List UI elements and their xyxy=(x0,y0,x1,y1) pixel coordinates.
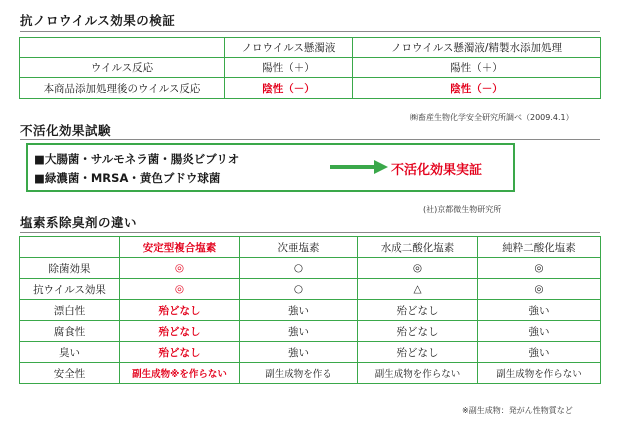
header-aqueous-dioxide: 水成二酸化塩素 xyxy=(358,237,478,258)
row-label: 抗ウイルス効果 xyxy=(20,279,120,300)
section1-title: 抗ノロウイルス効果の検証 xyxy=(20,13,176,28)
cell: ◎ xyxy=(120,258,240,279)
cell: 殆どなし xyxy=(120,300,240,321)
inactivation-box xyxy=(26,143,515,192)
section3-title: 塩素系除臭剤の違い xyxy=(20,215,138,230)
section1-source: ㈱畜産生物化学安全研究所調べ（2009.4.1） xyxy=(410,113,574,122)
row-label: 除菌効果 xyxy=(20,258,120,279)
norovirus-table xyxy=(19,37,601,99)
cell: 副生成物※を作らない xyxy=(120,363,240,384)
cell: ◎ xyxy=(478,258,601,279)
cell: 副生成物を作らない xyxy=(358,363,478,384)
row-label: 安全性 xyxy=(20,363,120,384)
cell: ◎ xyxy=(358,258,478,279)
section2-divider xyxy=(20,139,600,140)
cell: 強い xyxy=(478,342,601,363)
header-suspension-water: ノロウイルス懸濁液/精製水添加処理 xyxy=(353,38,601,58)
header-empty xyxy=(20,237,120,258)
header-empty xyxy=(20,38,225,58)
header-stable-compound: 安定型複合塩素 xyxy=(120,237,240,258)
row-label: 腐食性 xyxy=(20,321,120,342)
header-pure-dioxide: 純粋二酸化塩素 xyxy=(478,237,601,258)
section2-title: 不活化効果試験 xyxy=(20,123,112,138)
cell: 副生成物を作らない xyxy=(478,363,601,384)
cell: △ xyxy=(358,279,478,300)
arrow-right-icon xyxy=(330,160,388,174)
section3-divider xyxy=(20,232,600,233)
cell: 殆どなし xyxy=(120,342,240,363)
header-suspension: ノロウイルス懸濁液 xyxy=(225,38,353,58)
cell: 殆どなし xyxy=(120,321,240,342)
row-label: 本商品添加処理後のウイルス反応 xyxy=(20,78,225,99)
cell: 殆どなし xyxy=(358,321,478,342)
cell: 強い xyxy=(240,321,358,342)
header-hypochlorite: 次亜塩素 xyxy=(240,237,358,258)
cell: 殆どなし xyxy=(358,300,478,321)
result-verified: 不活化効果実証 xyxy=(391,163,483,178)
cell: 副生成物を作る xyxy=(240,363,358,384)
cell: ◎ xyxy=(478,279,601,300)
cell-negative: 陰性（－） xyxy=(225,78,353,99)
row-label: 漂白性 xyxy=(20,300,120,321)
cell: 強い xyxy=(478,300,601,321)
cell-negative: 陰性（－） xyxy=(353,78,601,99)
cell: ○ xyxy=(240,258,358,279)
cell: 強い xyxy=(240,342,358,363)
cell: ○ xyxy=(240,279,358,300)
cell: 陽性（＋） xyxy=(225,58,353,78)
cell: 強い xyxy=(240,300,358,321)
section3-footnote: ※副生成物：発がん性物質など xyxy=(462,406,573,415)
row-label: 臭い xyxy=(20,342,120,363)
cell: ◎ xyxy=(120,279,240,300)
cell: 殆どなし xyxy=(358,342,478,363)
cell: 陽性（＋） xyxy=(353,58,601,78)
section1-divider xyxy=(20,31,600,32)
bacteria-line-1: ■大腸菌・サルモネラ菌・腸炎ビブリオ xyxy=(34,152,240,166)
cell: 強い xyxy=(478,321,601,342)
row-label: ウイルス反応 xyxy=(20,58,225,78)
bacteria-line-2: ■緑濃菌・MRSA・黄色ブドウ球菌 xyxy=(34,171,221,185)
section2-source: (社)京都微生物研究所 xyxy=(423,205,502,214)
chlorine-comparison-table xyxy=(19,236,601,384)
